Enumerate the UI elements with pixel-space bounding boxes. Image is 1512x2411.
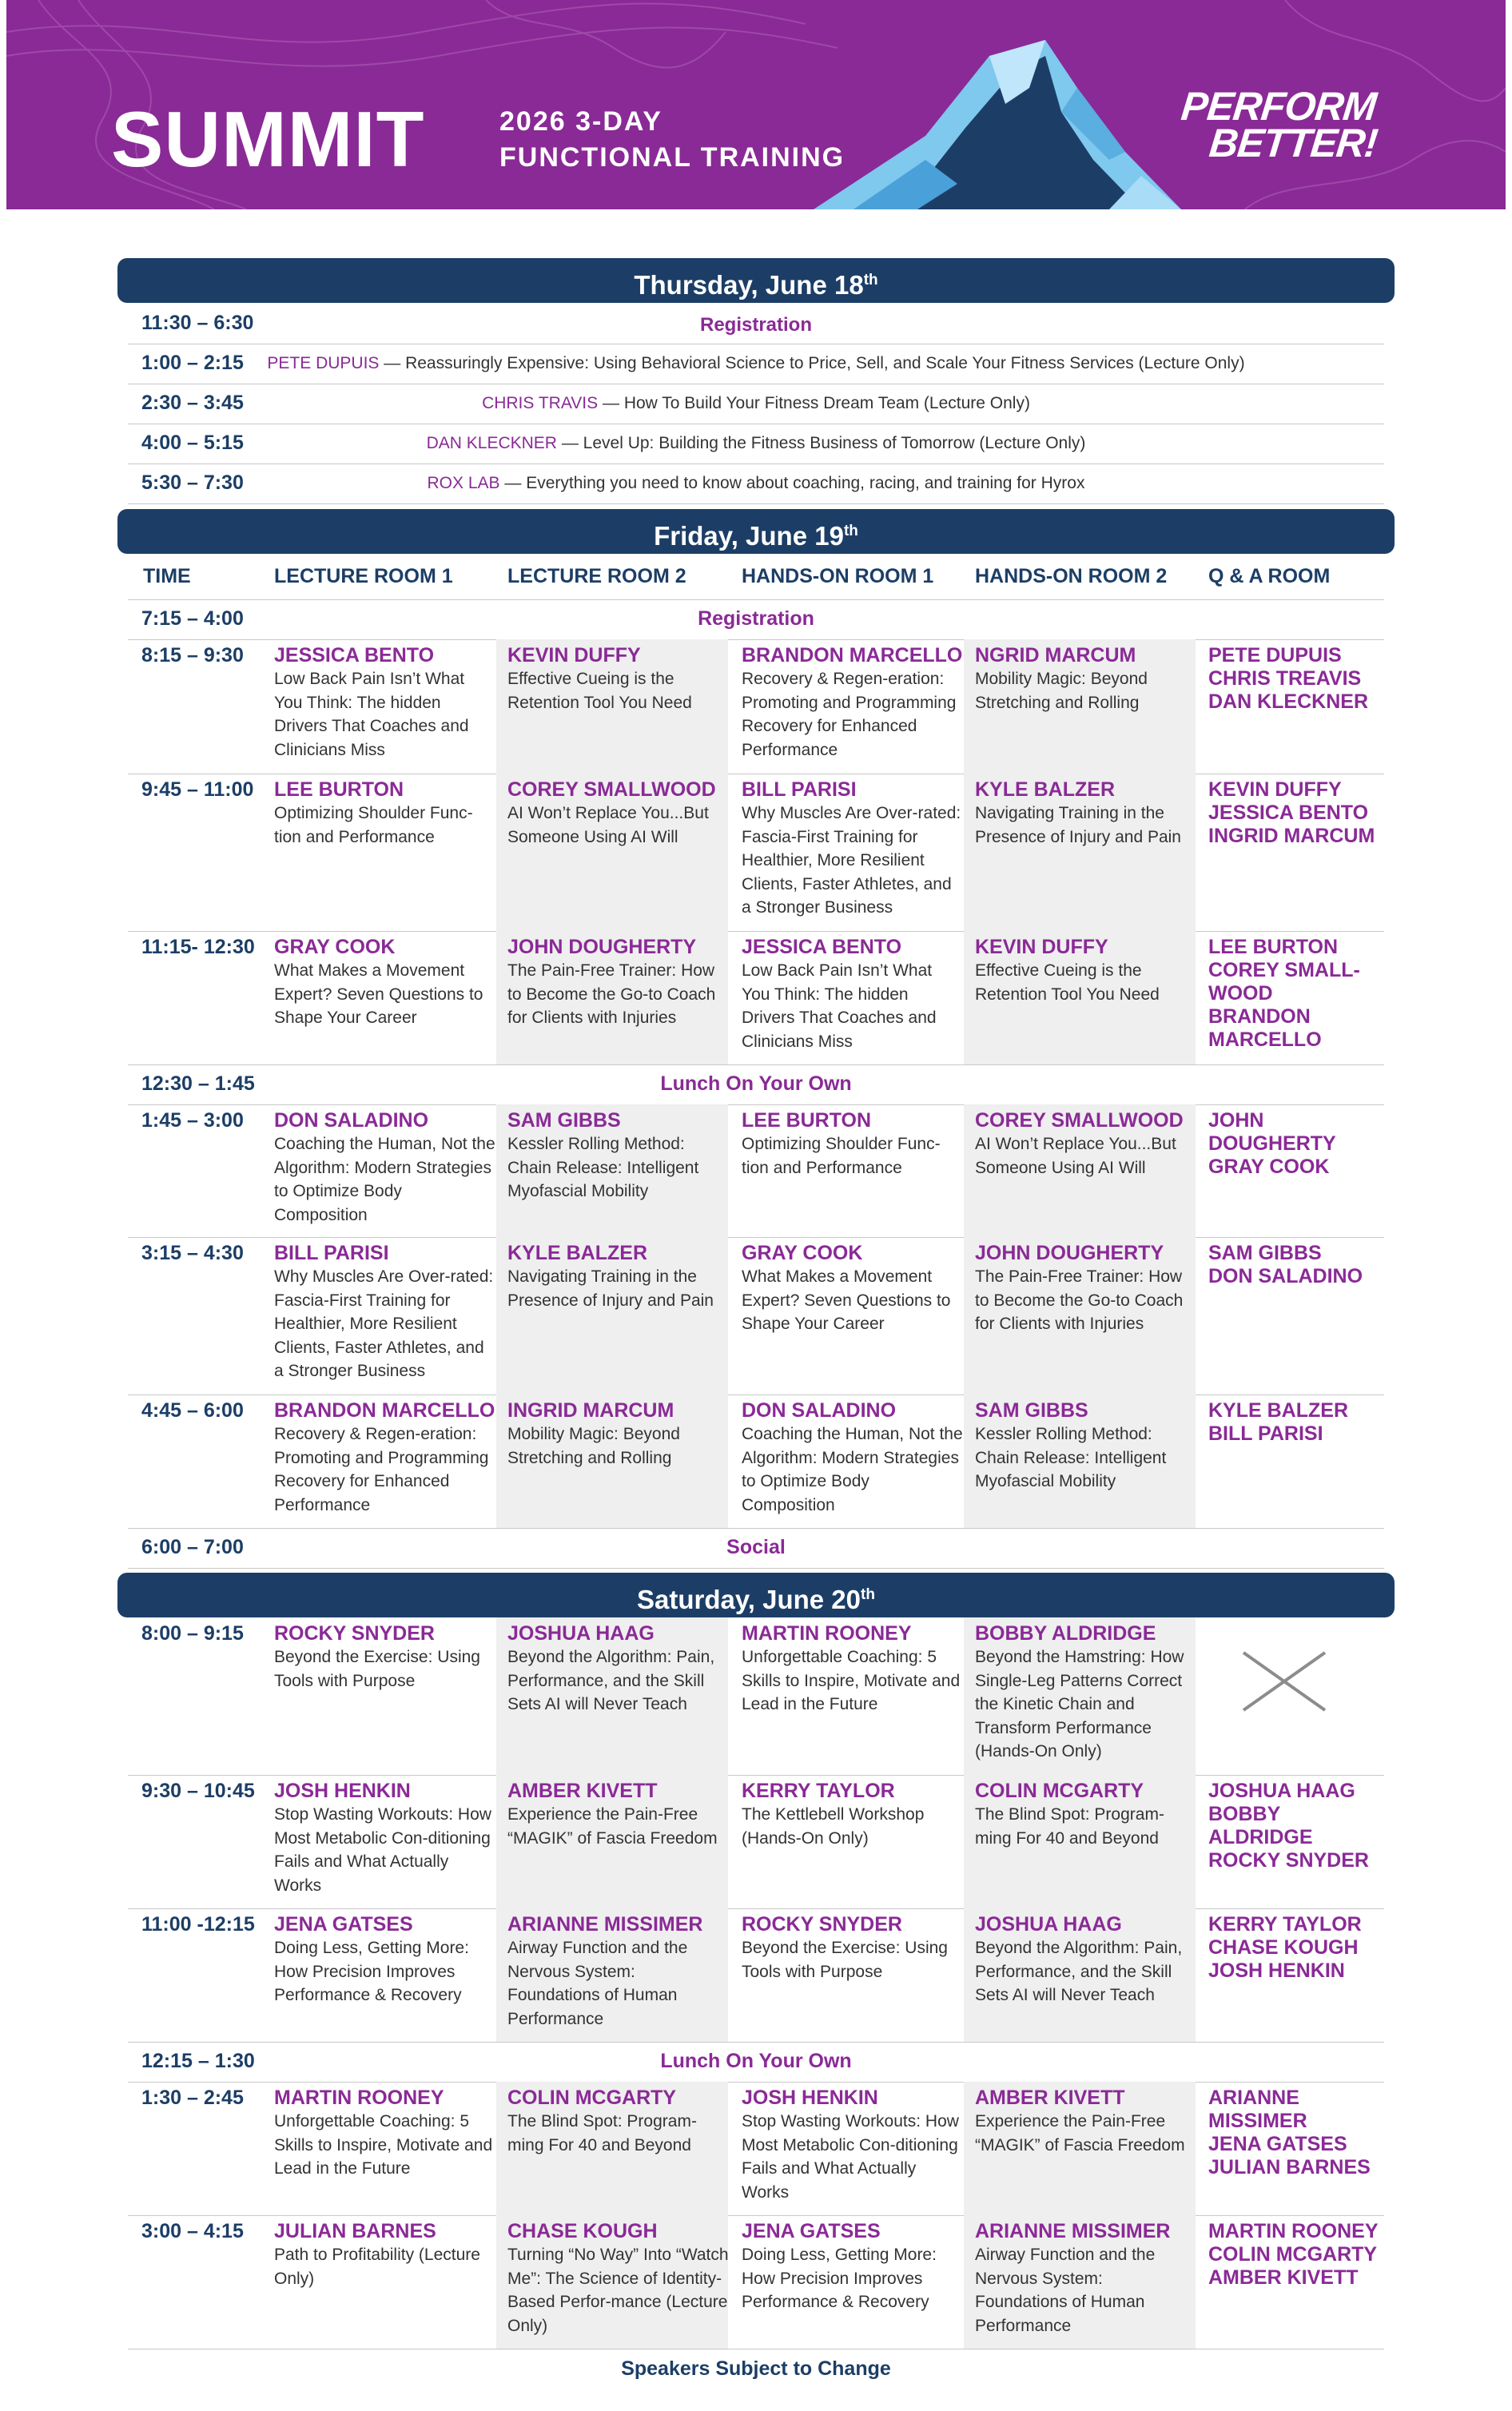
qa-speakers [1208,644,1384,714]
session-title: Mobility Magic: Beyond Stretching and Rolling [507,1425,680,1467]
row-label [128,607,1384,631]
day-header-saturday [117,1573,1395,1617]
session-slot-row [128,639,1384,774]
qa-speaker-name: COREY SMALL- [1208,959,1360,981]
session-slot-row [128,1775,1384,1909]
day-suffix: th [843,523,858,539]
qa-speaker-name: MARCELLO [1208,1028,1322,1051]
qa-speakers [1208,936,1384,1052]
session-cell [507,1399,730,1470]
session-cell [274,1242,496,1383]
session-line [128,314,1384,336]
qa-speaker-name: KEVIN DUFFY [1208,778,1342,801]
qa-speaker-name: BILL PARISI [1208,1422,1323,1445]
session-cell [274,1913,496,2007]
qa-speaker-name: JESSICA BENTO [1208,802,1369,824]
time-label: 1:00 – 2:15 [141,352,244,374]
session-cell [742,2220,964,2314]
session-cell [742,1622,964,1717]
lunch-row [128,1064,1384,1105]
registration-label: Registration [699,314,812,336]
qa-speaker-name: JULIAN BARNES [1208,2156,1371,2178]
day-suffix: th [861,1586,875,1603]
session-title: Why Muscles Are Over-rated: Fascia-First Training for Healthier, More Resilient Clients, Faster Athletes, and a Stronger Business [742,804,961,917]
qa-speaker-name: ROCKY SNYDER [1208,1849,1369,1872]
event-subtitle [499,104,845,176]
session-title: Beyond the Algorithm: Pain, Performance, and the Skill Sets AI will Never Teach [975,1939,1183,2004]
speaker-name: CHRIS TRAVIS [482,394,599,412]
speaker-name: CHASE KOUGH [507,2220,658,2242]
speaker-name: INGRID MARCUM [507,1399,674,1422]
day-header-thursday [117,258,1395,303]
time-label: 8:15 – 9:30 [141,644,244,666]
speaker-name: ROCKY SNYDER [274,1622,435,1645]
speaker-name: JOSHUA HAAG [507,1622,655,1645]
speaker-name: JOHN DOUGHERTY [975,1242,1164,1264]
session-title: Unforgettable Coaching: 5 Skills to Inspire, Motivate and Lead in the Future [274,2112,493,2178]
qa-speaker-name: DON SALADINO [1208,1265,1363,1287]
column-header-row [128,554,1384,600]
speaker-name: BOBBY ALDRIDGE [975,1622,1156,1645]
day-header-friday [117,509,1395,554]
speaker-name: DON SALADINO [742,1399,897,1422]
session-slot-row [128,774,1384,932]
speaker-name: MARTIN ROONEY [274,2087,444,2109]
session-line [128,474,1384,493]
speaker-name: JENA GATSES [274,1913,413,1936]
session-title: Recovery & Regen-eration: Promoting and Programming Recovery for Enhanced Performance [274,1425,489,1514]
column-header: LECTURE ROOM 1 [274,565,453,587]
event-title: SUMMIT [111,95,425,183]
registration-row-text: Registration [698,607,814,630]
speaker-name: AMBER KIVETT [507,1780,658,1802]
time-label: 3:15 – 4:30 [141,1242,244,1264]
session-cell [507,1109,730,1204]
time-label: 9:45 – 11:00 [141,778,254,801]
session-title: Beyond the Algorithm: Pain, Performance, and the Skill Sets AI will Never Teach [507,1648,715,1713]
session-cell [742,644,964,762]
speaker-name: JOSH HENKIN [742,2087,878,2109]
schedule-row [128,464,1384,504]
session-title: Turning “No Way” Into “Watch Me”: The Science of Identity-Based Perfor-mance (Lecture Only) [507,2246,729,2335]
time-label: 2:30 – 3:45 [141,392,244,414]
time-label: 1:45 – 3:00 [141,1109,244,1132]
session-title: Path to Profitability (Lecture Only) [274,2246,480,2288]
speaker-name: COLIN MCGARTY [975,1780,1144,1802]
session-title: Doing Less, Getting More: How Precision Improves Performance & Recovery [274,1939,469,2004]
registration-row [128,599,1384,640]
session-title: Why Muscles Are Over-rated: Fascia-First Training for Healthier, More Resilient Clients, Faster Athletes, and a Stronger Business [274,1267,494,1380]
session-title: Optimizing Shoulder Func-tion and Performance [742,1135,941,1177]
qa-speakers [1208,1399,1384,1446]
speaker-name: SAM GIBBS [975,1399,1088,1422]
time-label: 11:00 -12:15 [141,1913,255,1936]
qa-speaker-name: DAN KLECKNER [1208,690,1368,713]
footer-note: Speakers Subject to Change [621,2357,891,2380]
time-label: 1:30 – 2:45 [141,2087,244,2109]
session-cell [975,778,1197,849]
session-title: Beyond the Exercise: Using Tools with Purpose [742,1939,948,1981]
session-title: Navigating Training in the Presence of Injury and Pain [975,804,1181,846]
lunch-row-text: Lunch On Your Own [660,2050,852,2072]
qa-speaker-name: KERRY TAYLOR [1208,1913,1362,1936]
session-slot-row [128,1908,1384,2043]
time-label: 11:30 – 6:30 [141,312,254,334]
speaker-name: ROX LAB [427,474,500,492]
social-row-text: Social [726,1536,786,1558]
session-title: The Blind Spot: Program-ming For 40 and Beyond [507,2112,697,2154]
time-label: 4:45 – 6:00 [141,1399,244,1422]
time-label: 11:15- 12:30 [141,936,255,958]
speaker-name: LEE BURTON [742,1109,872,1132]
session-title: — Level Up: Building the Fitness Business of Tomorrow (Lecture Only) [556,434,1086,452]
speaker-name: KEVIN DUFFY [975,936,1108,958]
speaker-name: JOHN DOUGHERTY [507,936,697,958]
time-label: 6:00 – 7:00 [141,1536,244,1558]
qa-speaker-name: WOOD [1208,982,1273,1005]
speaker-name: GRAY COOK [274,936,396,958]
speaker-name: MARTIN ROONEY [742,1622,912,1645]
qa-speakers [1208,1242,1384,1288]
schedule-row [128,304,1384,344]
speaker-name: ARIANNE MISSIMER [507,1913,703,1936]
qa-speaker-name: LEE BURTON [1208,936,1339,958]
time-label: 12:30 – 1:45 [141,1072,255,1095]
row-label [128,1072,1384,1096]
qa-speaker-name: PETE DUPUIS [1208,644,1342,666]
subtitle-line-2: FUNCTIONAL TRAINING [499,142,846,173]
session-title: Optimizing Shoulder Func-tion and Performance [274,804,473,846]
session-title: Airway Function and the Nervous System: Foundations of Human Performance [975,2246,1156,2335]
speaker-name: BILL PARISI [274,1242,389,1264]
speaker-name: JOSHUA HAAG [975,1913,1122,1936]
time-label: 7:15 – 4:00 [141,607,244,630]
row-label [128,2050,1384,2073]
column-header: HANDS-ON ROOM 1 [742,565,934,587]
session-cell [742,1913,964,1983]
speaker-name: JENA GATSES [742,2220,881,2242]
session-cell [975,2087,1197,2157]
session-cell [742,1242,964,1336]
qa-speakers [1208,2220,1384,2290]
column-header: HANDS-ON ROOM 2 [975,565,1168,587]
speaker-name: KYLE BALZER [507,1242,647,1264]
speaker-name: COREY SMALLWOOD [975,1109,1184,1132]
session-title: — How To Build Your Fitness Dream Team (Lecture Only) [598,394,1030,412]
speaker-name: JOSH HENKIN [274,1780,411,1802]
column-header: Q & A ROOM [1208,565,1331,587]
session-slot-row [128,1237,1384,1395]
column-header: LECTURE ROOM 2 [507,565,686,587]
speaker-name: BRANDON MARCELLO [274,1399,495,1422]
qa-speaker-name: AMBER KIVETT [1208,2266,1359,2289]
qa-speaker-name: BRANDON [1208,1005,1311,1028]
session-cell [507,1622,730,1717]
session-cell [975,1622,1197,1764]
qa-speaker-name: GRAY COOK [1208,1156,1330,1178]
session-title: Experience the Pain-Free “MAGIK” of Fascia Freedom [507,1805,718,1848]
session-cell [975,644,1197,714]
speaker-name: BILL PARISI [742,778,857,801]
session-title: The Kettlebell Workshop (Hands-On Only) [742,1805,925,1848]
speaker-name: KYLE BALZER [975,778,1115,801]
session-title: Coaching the Human, Not the Algorithm: Modern Strategies to Optimize Body Composition [274,1135,495,1224]
qa-speaker-name: CHRIS TREAVIS [1208,667,1362,690]
session-cell [274,2220,496,2290]
session-cell [274,1399,496,1517]
speaker-name: AMBER KIVETT [975,2087,1125,2109]
qa-speaker-name: COLIN MCGARTY [1208,2243,1378,2266]
session-title: The Pain-Free Trainer: How to Become the Go-to Coach for Clients with Injuries [507,961,716,1027]
session-cell [274,936,496,1030]
session-cell [742,1399,964,1517]
session-cell [274,1780,496,1897]
schedule-row [128,424,1384,464]
qa-speaker-name: JOHN DOUGHERTY [1208,1109,1336,1155]
speaker-name: KEVIN DUFFY [507,644,641,666]
qa-speaker-name: INGRID MARCUM [1208,825,1375,847]
qa-speaker-name: JENA GATSES [1208,2133,1347,2155]
session-title: Stop Wasting Workouts: How Most Metabolic Con-ditioning Fails and What Actually Works [274,1805,491,1895]
speaker-name: COREY SMALLWOOD [507,778,716,801]
session-slot-row [128,1394,1384,1529]
row-label [128,1536,1384,1559]
session-line [128,394,1384,413]
schedule-row [128,384,1384,424]
session-line [128,434,1384,453]
session-slot-row [128,2215,1384,2349]
session-cell [975,1780,1197,1850]
column-header: TIME [143,565,191,587]
session-cell [274,1109,496,1227]
session-cell [742,936,964,1053]
speaker-name: ROCKY SNYDER [742,1913,902,1936]
session-cell [274,2087,496,2181]
session-slot-row [128,2082,1384,2216]
time-label: 3:00 – 4:15 [141,2220,244,2242]
lunch-row [128,2042,1384,2083]
session-slot-row [128,1104,1384,1238]
speaker-name: DON SALADINO [274,1109,429,1132]
session-line [128,354,1384,373]
session-title: Recovery & Regen-eration: Promoting and Programming Recovery for Enhanced Performance [742,670,957,759]
session-title: Kessler Rolling Method: Chain Release: Intelligent Myofascial Mobility [975,1425,1167,1490]
session-title: Experience the Pain-Free “MAGIK” of Fascia Freedom [975,2112,1185,2154]
session-cell [742,1780,964,1850]
session-cell [975,1242,1197,1336]
qa-speakers [1208,2087,1384,2179]
day-label: Thursday, June 18 [634,270,864,300]
social-row [128,1528,1384,1569]
session-title: AI Won’t Replace You...But Someone Using AI Will [975,1135,1176,1177]
session-cell [274,1622,496,1693]
session-cell [507,936,730,1030]
no-qa-cross-icon [1240,1649,1328,1713]
qa-speakers [1208,1780,1384,1872]
session-title: Doing Less, Getting More: How Precision Improves Performance & Recovery [742,2246,937,2311]
qa-speakers [1208,778,1384,848]
qa-speaker-name: CHASE KOUGH [1208,1936,1359,1959]
speaker-name: JESSICA BENTO [274,644,435,666]
session-cell [507,2087,730,2157]
speaker-name: JULIAN BARNES [274,2220,436,2242]
session-title: Airway Function and the Nervous System: Foundations of Human Performance [507,1939,688,2028]
session-title: What Makes a Movement Expert? Seven Questions to Shape Your Career [742,1267,951,1333]
speaker-name: PETE DUPUIS [267,354,380,372]
speaker-name: GRAY COOK [742,1242,863,1264]
perform-better-logo [1176,84,1383,165]
session-cell [742,778,964,920]
session-title: — Everything you need to know about coaching, racing, and training for Hyrox [499,474,1085,492]
session-slot-row [128,1617,1384,1776]
session-slot-row [128,931,1384,1065]
session-title: Unforgettable Coaching: 5 Skills to Inspire, Motivate and Lead in the Future [742,1648,961,1713]
session-cell [975,936,1197,1006]
speaker-name: JESSICA BENTO [742,936,902,958]
time-label: 8:00 – 9:15 [141,1622,244,1645]
lunch-row-text: Lunch On Your Own [660,1072,852,1095]
session-cell [975,1109,1197,1180]
session-cell [975,2220,1197,2337]
session-title: Coaching the Human, Not the Algorithm: Modern Strategies to Optimize Body Composition [742,1425,963,1514]
speaker-name: NGRID MARCUM [975,644,1136,666]
time-label: 12:15 – 1:30 [141,2050,255,2072]
qa-speakers [1208,1913,1384,1983]
session-title: The Blind Spot: Program-ming For 40 and Beyond [975,1805,1164,1848]
speaker-name: KERRY TAYLOR [742,1780,895,1802]
session-title: Stop Wasting Workouts: How Most Metabolic Con-ditioning Fails and What Actually Works [742,2112,959,2202]
subtitle-line-1: 2026 3-DAY [499,106,662,137]
session-title: Beyond the Hamstring: How Single-Leg Patterns Correct the Kinetic Chain and Transform Performance (Hands-On Only) [975,1648,1184,1761]
session-cell [507,644,730,714]
qa-speaker-name: MARTIN ROONEY [1208,2220,1379,2242]
session-title: What Makes a Movement Expert? Seven Questions to Shape Your Career [274,961,483,1027]
session-cell [507,1913,730,2031]
session-title: Navigating Training in the Presence of Injury and Pain [507,1267,714,1310]
qa-speaker-name: ARIANNE MISSIMER [1208,2087,1307,2132]
session-title: Effective Cueing is the Retention Tool You Need [507,670,692,712]
session-cell [742,1109,964,1180]
session-cell [975,1399,1197,1494]
logo-line-2: BETTER! [1207,121,1380,165]
session-title: — Reassuringly Expensive: Using Behavioral Science to Price, Sell, and Scale Your Fitness Services (Lecture Only) [379,354,1245,372]
day-suffix: th [863,272,878,288]
session-cell [507,778,730,849]
qa-speaker-name: SAM GIBBS [1208,1242,1322,1264]
mountain-graphic [806,40,1189,209]
speaker-name: BRANDON MARCELLO [742,644,963,666]
session-cell [975,1913,1197,2007]
time-label: 9:30 – 10:45 [141,1780,255,1802]
session-title: Mobility Magic: Beyond Stretching and Rolling [975,670,1148,712]
time-label: 5:30 – 7:30 [141,471,244,494]
speaker-name: LEE BURTON [274,778,404,801]
day-label: Saturday, June 20 [637,1585,861,1614]
day-label: Friday, June 19 [654,521,844,551]
qa-speakers [1208,1109,1384,1179]
session-cell [274,778,496,849]
qa-speaker-name: KYLE BALZER [1208,1399,1348,1422]
speaker-name: DAN KLECKNER [426,434,557,452]
qa-speaker-name: JOSHUA HAAG [1208,1780,1355,1802]
session-title: AI Won’t Replace You...But Someone Using AI Will [507,804,709,846]
header-banner [6,0,1506,209]
session-title: Beyond the Exercise: Using Tools with Purpose [274,1648,480,1690]
speaker-name: COLIN MCGARTY [507,2087,677,2109]
session-cell [274,644,496,762]
speaker-name: ARIANNE MISSIMER [975,2220,1171,2242]
time-label: 4:00 – 5:15 [141,432,244,454]
logo-line-1: PERFORM [1179,84,1379,129]
session-cell [507,1780,730,1850]
session-title: Effective Cueing is the Retention Tool You Need [975,961,1160,1004]
session-title: Low Back Pain Isn’t What You Think: The hidden Drivers That Coaches and Clinicians Miss [742,961,937,1051]
session-title: Kessler Rolling Method: Chain Release: Intelligent Myofascial Mobility [507,1135,699,1200]
speaker-name: SAM GIBBS [507,1109,621,1132]
qa-speaker-name: JOSH HENKIN [1208,1959,1345,1982]
session-cell [507,1242,730,1312]
session-title: Low Back Pain Isn’t What You Think: The hidden Drivers That Coaches and Clinicians Miss [274,670,469,759]
schedule-row [128,344,1384,384]
session-title: The Pain-Free Trainer: How to Become the Go-to Coach for Clients with Injuries [975,1267,1184,1333]
session-cell [742,2087,964,2204]
qa-speaker-name: BOBBY ALDRIDGE [1208,1803,1313,1848]
session-cell [507,2220,730,2337]
